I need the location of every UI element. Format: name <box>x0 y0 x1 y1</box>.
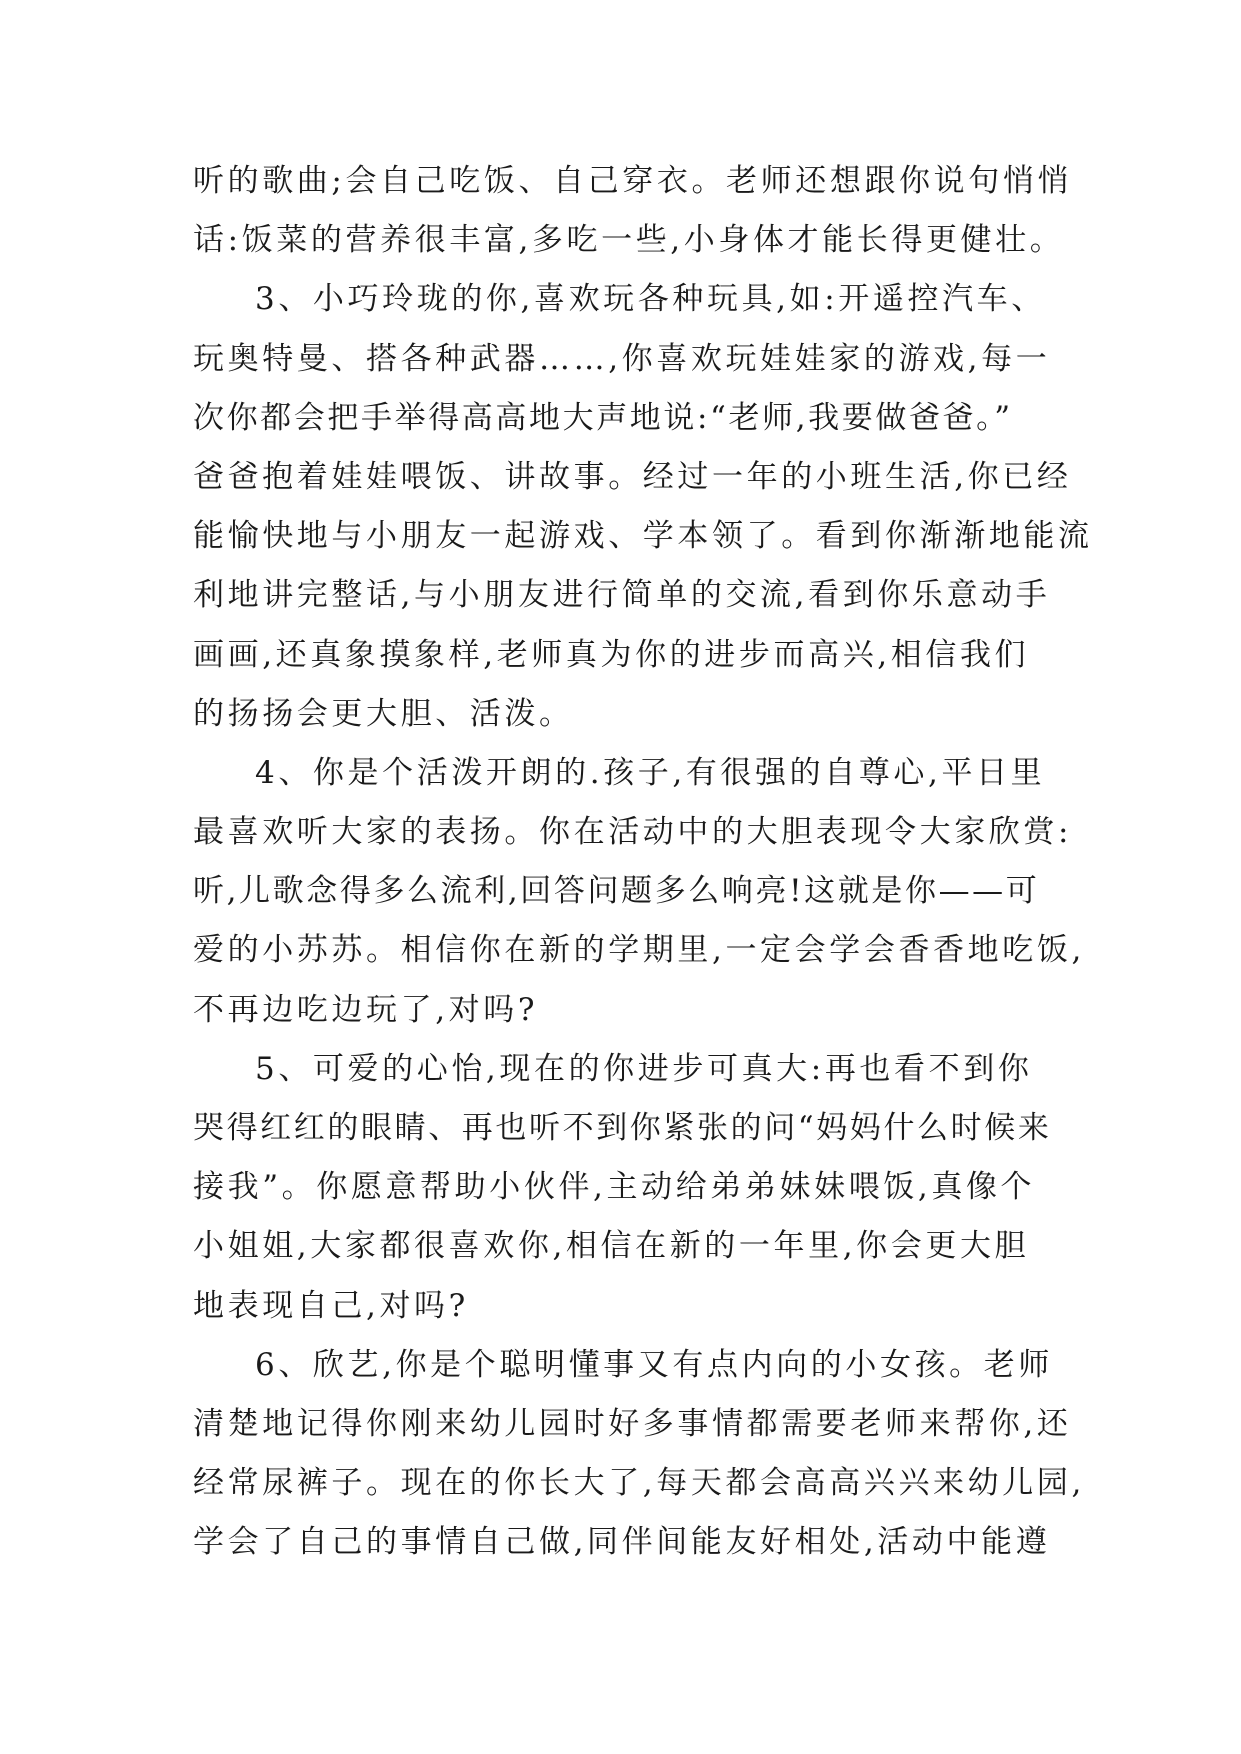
text-line: 不再边吃边玩了,对吗? <box>193 991 539 1028</box>
text-line: 画画,还真象摸象样,老师真为你的进步而高兴,相信我们 <box>193 636 1030 673</box>
text-line: 能愉快地与小朋友一起游戏、学本领了。看到你渐渐地能流 <box>193 518 1093 555</box>
text-line: 学会了自己的事情自己做,同伴间能友好相处,活动中能遵 <box>193 1524 1051 1561</box>
text-line: 接我”。你愿意帮助小伙伴,主动给弟弟妹妹喂饭,真像个 <box>193 1169 1036 1206</box>
paragraph-start-line: 4、你是个活泼开朗的.孩子,有很强的自尊心,平日里 <box>255 754 1046 791</box>
text-line: 玩奥特曼、搭各种武器……,你喜欢玩娃娃家的游戏,每一 <box>193 340 1051 377</box>
text-line: 地表现自己,对吗? <box>193 1287 469 1324</box>
text-line: 最喜欢听大家的表扬。你在活动中的大胆表现令大家欣赏: <box>193 814 1073 851</box>
text-line: 经常尿裤子。现在的你长大了,每天都会高高兴兴来幼儿园, <box>193 1465 1085 1502</box>
paragraph-start-line: 3、小巧玲珑的你,喜欢玩各种玩具,如:开遥控汽车、 <box>255 281 1046 318</box>
paragraph-start-line: 5、可爱的心怡,现在的你进步可真大:再也看不到你 <box>255 1050 1033 1087</box>
text-line: 听,儿歌念得多么流利,回答问题多么响亮!这就是你——可 <box>193 873 1040 910</box>
text-line: 利地讲完整话,与小朋友进行简单的交流,看到你乐意动手 <box>193 577 1051 614</box>
text-line: 听的歌曲;会自己吃饭、自己穿衣。老师还想跟你说句悄悄 <box>193 163 1073 199</box>
text-line: 清楚地记得你刚来幼儿园时好多事情都需要老师来帮你,还 <box>193 1405 1072 1442</box>
text-line: 爸爸抱着娃娃喂饭、讲故事。经过一年的小班生活,你已经 <box>193 458 1072 495</box>
text-line: 哭得红红的眼睛、再也听不到你紧张的问“妈妈什么时候来 <box>193 1110 1052 1146</box>
text-line: 小姐姐,大家都很喜欢你,相信在新的一年里,你会更大胆 <box>193 1228 1030 1265</box>
paragraph-start-line: 6、欣艺,你是个聪明懂事又有点内向的小女孩。老师 <box>255 1346 1053 1383</box>
document-page <box>193 152 1093 1573</box>
text-line: 次你都会把手举得高高地大声地说:“老师,我要做爸爸。” <box>193 399 1013 436</box>
text-line: 爱的小苏苏。相信你在新的学期里,一定会学会香香地吃饭, <box>193 932 1085 969</box>
text-line: 的扬扬会更大胆、活泼。 <box>193 695 574 732</box>
text-line: 话:饭菜的营养很丰富,多吃一些,小身体才能长得更健壮。 <box>193 222 1065 259</box>
